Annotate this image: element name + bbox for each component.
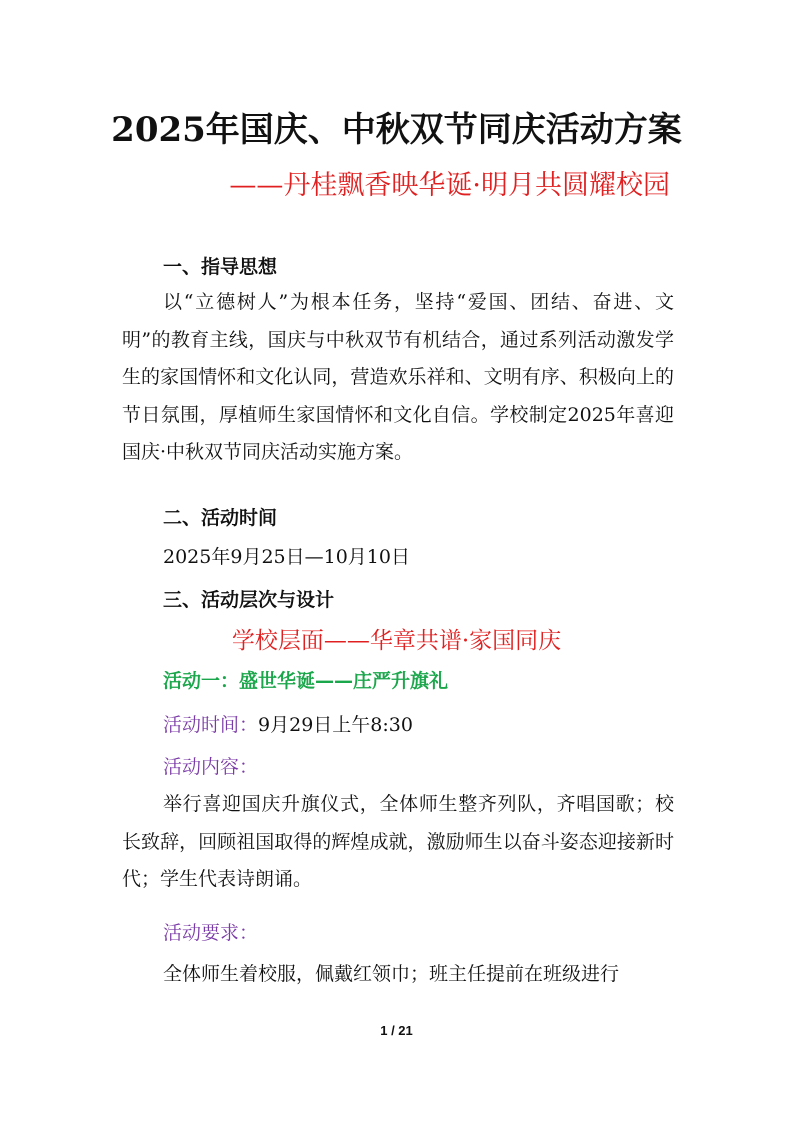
activity-content-label: 活动内容：	[163, 756, 259, 778]
activity-requirement-label: 活动要求：	[163, 922, 259, 944]
section-heading-activity-time: 二、活动时间	[163, 507, 278, 529]
document-subtitle: ——丹桂飘香映华诞·明月共圆耀校园	[229, 170, 670, 201]
activity-requirement-text: 全体师生着校服，佩戴红领巾；班主任提前在班级进行	[163, 963, 620, 985]
guiding-ideology-paragraph: 以“立德树人”为根本任务，坚持“爱国、团结、奋进、文明”的教育主线，国庆与中秋双节有机结合，通过系列活动激发学生的家国情怀和文化认同，营造欢乐祥和、文明有序、积极向上的节日氛围，厚植师生家国情怀和文化自信。学校制定2025年喜迎国庆·中秋双节同庆活动实施方案。	[122, 291, 674, 463]
activity-time-value: 9月29日上午8:30	[258, 714, 413, 736]
section-heading-guiding-ideology: 一、指导思想	[163, 256, 278, 278]
school-level-heading: 学校层面——华章共谱·家国同庆	[231, 628, 562, 654]
page-number: 1 / 21	[380, 1023, 413, 1038]
activity-content-paragraph: 举行喜迎国庆升旗仪式，全体师生整齐列队，齐唱国歌；校长致辞，回顾祖国取得的辉煌成就，激励师生以奋斗姿态迎接新时代；学生代表诗朗诵。	[122, 793, 674, 890]
section-heading-activity-design: 三、活动层次与设计	[163, 589, 335, 611]
activity-time-label: 活动时间：	[163, 714, 259, 736]
activity-time-range: 2025年9月25日—10月10日	[163, 546, 410, 568]
document-title: 2025年国庆、中秋双节同庆活动方案	[111, 110, 682, 150]
activity-one-time-line	[163, 710, 413, 737]
activity-one-title: 活动一：盛世华诞——庄严升旗礼	[163, 670, 449, 692]
